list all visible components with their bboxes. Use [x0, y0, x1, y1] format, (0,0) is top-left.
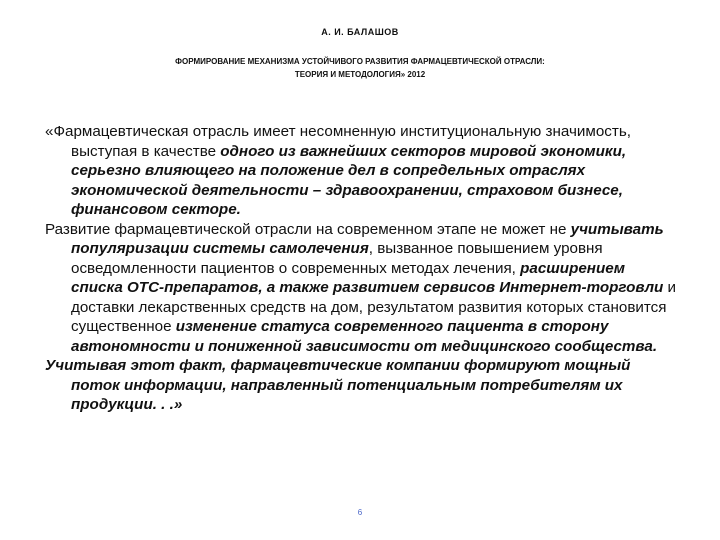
- emphasis-segment: расширением списка ОТС-препаратов, а также развитием сервисов Интернет-торговли: [71, 259, 664, 296]
- document-title: [80, 55, 640, 81]
- emphasis-segment: Учитывая этот факт, фармацевтические компании формируют мощный поток информации, направленный потенциальным потребителям их продукции. . .»: [45, 357, 631, 413]
- emphasis-segment: учитывать популяризации системы самолечения: [71, 220, 664, 257]
- title-line-2: ТЕОРИЯ И МЕТОДОЛОГИЯ» 2012: [294, 70, 426, 79]
- emphasis-segment: изменение статуса современного пациента в сторону автономности и пониженной зависимости от медицинского сообщества.: [71, 318, 658, 355]
- text-segment: , вызванное повышением уровня осведомленности пациентов о современных методах лечения,: [71, 240, 603, 277]
- paragraph-2: [45, 220, 680, 357]
- paragraph-1: [45, 122, 680, 220]
- emphasis-segment: одного из важнейших секторов мировой экономики, серьезно влияющего на положение дел в сопредельных отраслях экономической деятельности – здравоохранении, страховом бизнесе, финансовом секторе.: [71, 142, 627, 218]
- author-name: А. И. БАЛАШОВ: [321, 27, 399, 37]
- text-segment: и доставки лекарственных средств на дом, результатом развития которых становится существенное: [71, 279, 677, 335]
- text-segment: «Фармацевтическая отрасль имеет несомненную институциональную значимость, выступая в качестве: [45, 123, 631, 160]
- paragraph-3: [45, 356, 680, 415]
- title-line-1: ФОРМИРОВАНИЕ МЕХАНИЗМА УСТОЙЧИВОГО РАЗВИТИЯ ФАРМАЦЕВТИЧЕСКОЙ ОТРАСЛИ:: [175, 57, 545, 66]
- page-number: 6: [357, 508, 363, 517]
- text-segment: Развитие фармацевтической отрасли на современном этапе не может не: [45, 220, 571, 238]
- quote-body: [45, 122, 680, 415]
